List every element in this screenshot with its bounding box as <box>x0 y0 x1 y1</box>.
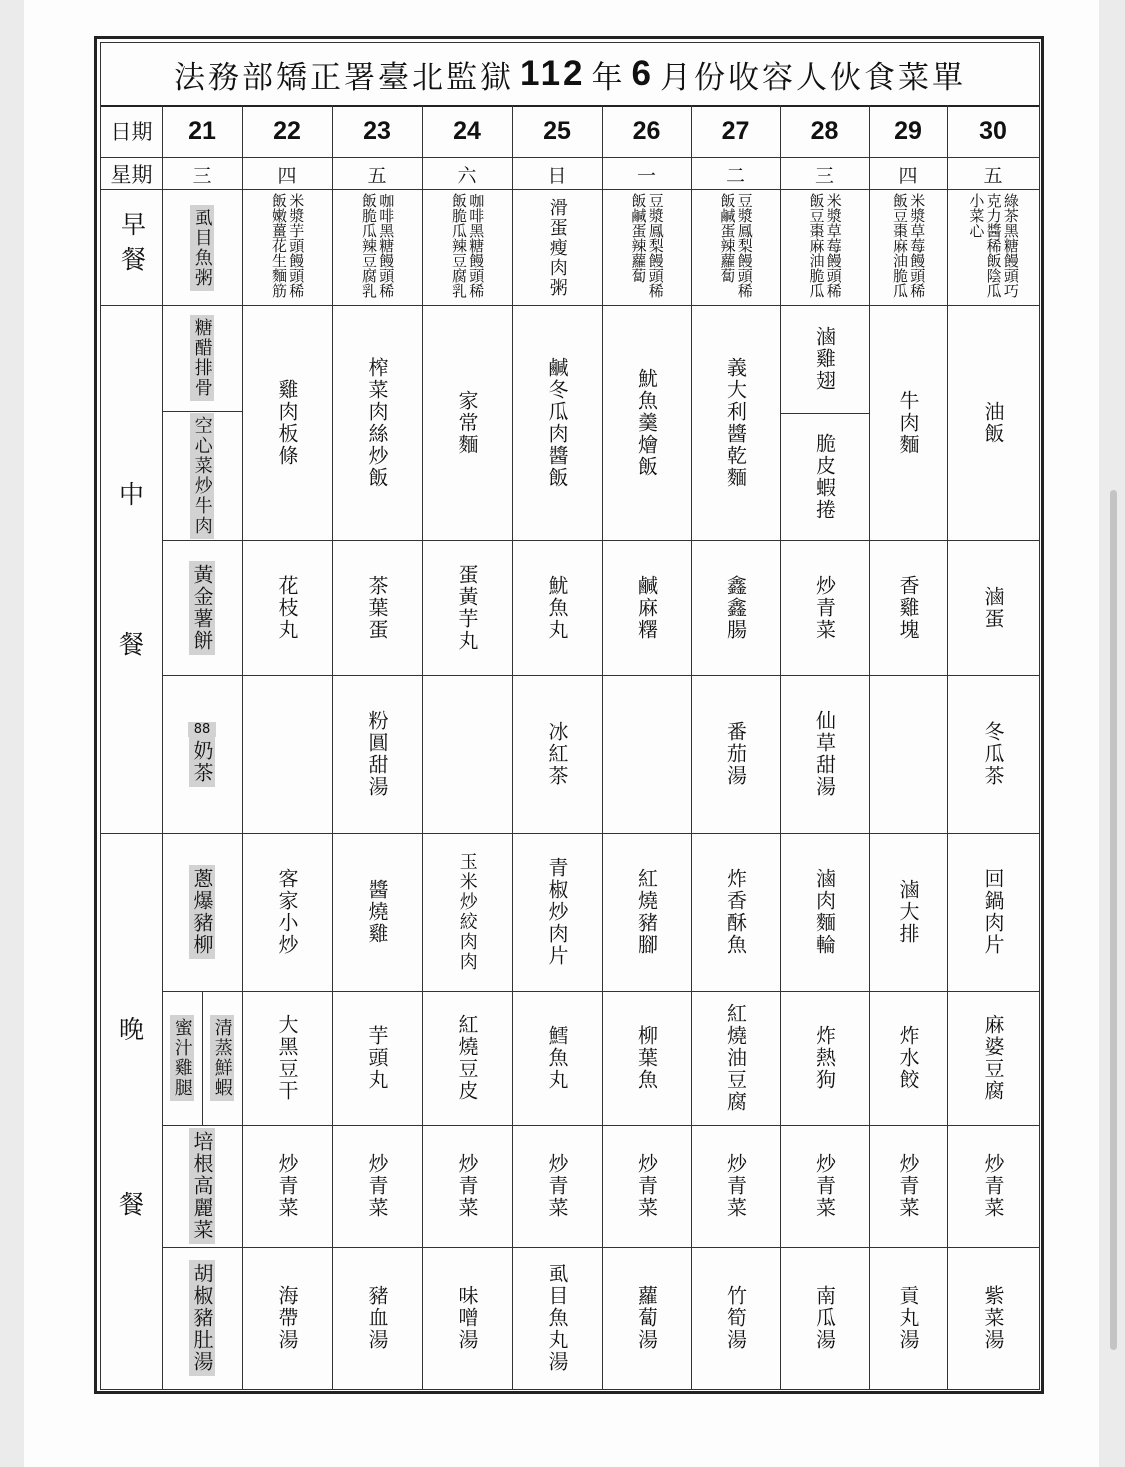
dinner-soup-22-text: 海帶湯 <box>275 1285 299 1351</box>
weekday-28: 三 <box>814 164 834 187</box>
lunch-soup-21 <box>162 675 242 833</box>
dinner-label-bottom: 餐 <box>118 1190 144 1219</box>
lunch-main-26 <box>602 305 691 540</box>
dinner-main-22-text: 客家小炒 <box>275 868 299 956</box>
menu-grid <box>100 42 1040 1390</box>
dinner-veg-22-text: 炒青菜 <box>275 1153 299 1219</box>
date-30: 30 <box>979 116 1007 145</box>
lunch-main-28b <box>780 413 869 540</box>
dinner-side-21a-text: 蜜汁雞腿 <box>170 1015 194 1101</box>
weekday-29: 四 <box>898 164 918 187</box>
title-suffix: 月份收容人伙食菜單 <box>659 59 966 96</box>
dinner-veg-22 <box>242 1125 332 1247</box>
dinner-side-24-text: 紅燒豆皮 <box>455 1014 479 1102</box>
lunch-main-26-text: 魷魚羹燴飯 <box>634 367 659 478</box>
breakfast-28-text: 米漿草莓饅頭稀飯豆棗麻油脆瓜 <box>807 193 843 298</box>
lunch-soup-27 <box>691 675 780 833</box>
weekday-23: 五 <box>367 164 387 187</box>
weekday-24: 六 <box>457 164 477 187</box>
dinner-soup-21 <box>162 1247 242 1389</box>
lunch-side-25 <box>512 540 602 675</box>
date-label: 日期 <box>110 120 153 144</box>
dinner-side-29 <box>869 991 947 1125</box>
title-year: 112 <box>520 54 586 93</box>
lunch-main-30-text: 油飯 <box>981 400 1005 445</box>
dinner-main-30-text: 回鍋肉片 <box>981 868 1005 956</box>
dinner-side-28 <box>780 991 869 1125</box>
breakfast-23 <box>332 191 422 307</box>
lunch-main-29-text: 牛肉麵 <box>896 389 920 456</box>
lunch-side-27-text: 鑫鑫腸 <box>723 574 748 641</box>
lunch-side-22-text: 花枝丸 <box>275 574 299 641</box>
dinner-soup-22 <box>242 1247 332 1389</box>
dinner-veg-25 <box>512 1125 602 1247</box>
weekday-25: 日 <box>547 164 567 187</box>
menu-table <box>94 36 1044 1394</box>
dinner-main-29-text: 滷大排 <box>896 879 920 945</box>
lunch-soup-25 <box>512 675 602 833</box>
breakfast-30-text: 綠茶黑糖饅頭巧克力醬稀飯陰瓜小菜心 <box>967 193 1020 298</box>
date-29: 29 <box>894 116 922 145</box>
dinner-veg-23 <box>332 1125 422 1247</box>
dinner-main-21-text: 蔥爆豬柳 <box>189 865 215 959</box>
dinner-veg-21-text: 培根高麗菜 <box>189 1128 215 1244</box>
breakfast-26-text: 豆漿鳳梨饅頭稀飯鹹蛋辣蘿蔔 <box>629 193 665 298</box>
dinner-side-25 <box>512 991 602 1125</box>
date-23: 23 <box>363 116 391 145</box>
dinner-soup-23-text: 豬血湯 <box>365 1285 389 1351</box>
lunch-soup-mark: 88 <box>188 722 217 737</box>
lunch-side-28 <box>780 540 869 675</box>
lunch-soup-27-text: 番茄湯 <box>723 721 748 787</box>
dinner-main-27-text: 炸香酥魚 <box>723 868 748 956</box>
dinner-veg-29 <box>869 1125 947 1247</box>
weekday-30: 五 <box>983 164 1003 187</box>
dinner-veg-25-text: 炒青菜 <box>545 1153 569 1219</box>
dinner-soup-28-text: 南瓜湯 <box>812 1285 837 1351</box>
date-24: 24 <box>453 116 481 145</box>
lunch-main-21b <box>162 411 242 540</box>
dinner-soup-30-text: 紫菜湯 <box>981 1285 1005 1351</box>
breakfast-29 <box>869 191 947 307</box>
date-26: 26 <box>632 116 661 145</box>
dinner-soup-24 <box>422 1247 512 1389</box>
lunch-side-22 <box>242 540 332 675</box>
date-21: 21 <box>188 116 216 145</box>
lunch-soup-21-text: 奶茶 <box>189 737 215 787</box>
lunch-main-29 <box>869 305 947 540</box>
lunch-main-25 <box>512 305 602 540</box>
weekday-26: 一 <box>636 164 656 187</box>
lunch-side-23 <box>332 540 422 675</box>
dinner-soup-30 <box>947 1247 1039 1389</box>
dinner-main-23-text: 醬燒雞 <box>365 879 389 945</box>
breakfast-28 <box>780 191 869 307</box>
dinner-side-22-text: 大黑豆干 <box>275 1014 299 1102</box>
lunch-side-29 <box>869 540 947 675</box>
breakfast-25-text: 滑蛋瘦肉粥 <box>546 198 568 298</box>
dinner-side-21b-text: 清蒸鮮蝦 <box>210 1015 234 1101</box>
date-27: 27 <box>721 116 750 145</box>
lunch-main-28a-text: 滷雞翅 <box>812 326 837 392</box>
breakfast-26 <box>602 191 691 307</box>
dinner-side-28-text: 炸熱狗 <box>812 1025 837 1091</box>
dinner-veg-26-text: 炒青菜 <box>634 1153 659 1219</box>
lunch-main-27-text: 義大利醬乾麵 <box>723 356 748 489</box>
dinner-main-29 <box>869 833 947 991</box>
breakfast-29-text: 米漿草莓饅頭稀飯豆棗麻油脆瓜 <box>891 193 927 298</box>
lunch-side-23-text: 茶葉蛋 <box>365 574 389 641</box>
dinner-side-25-text: 鱈魚丸 <box>545 1025 569 1091</box>
lunch-main-22-text: 雞肉板條 <box>275 378 299 467</box>
dinner-main-25-text: 青椒炒肉片 <box>545 857 569 967</box>
dinner-side-26-text: 柳葉魚 <box>634 1025 659 1091</box>
dinner-label-top: 晚 <box>118 1015 144 1044</box>
dinner-main-23 <box>332 833 422 991</box>
dinner-soup-27-text: 竹筍湯 <box>723 1285 748 1351</box>
lunch-main-27 <box>691 305 780 540</box>
breakfast-27-text: 豆漿鳳梨饅頭稀飯鹹蛋辣蘿蔔 <box>718 193 754 298</box>
lunch-soup-23 <box>332 675 422 833</box>
breakfast-27 <box>691 191 780 307</box>
lunch-main-24 <box>422 305 512 540</box>
breakfast-24 <box>422 191 512 307</box>
divider-dinner-side-21 <box>202 991 203 1125</box>
dinner-side-26 <box>602 991 691 1125</box>
weekday-27: 二 <box>725 164 745 187</box>
dinner-main-30 <box>947 833 1039 991</box>
scrollbar-thumb[interactable] <box>1110 490 1117 1350</box>
dinner-side-27 <box>691 991 780 1125</box>
lunch-side-28-text: 炒青菜 <box>812 574 837 641</box>
dinner-veg-26 <box>602 1125 691 1247</box>
dinner-main-26-text: 紅燒豬腳 <box>634 868 659 956</box>
lunch-side-30 <box>947 540 1039 675</box>
lunch-soup-30 <box>947 675 1039 833</box>
lunch-side-24 <box>422 540 512 675</box>
date-22: 22 <box>273 116 301 145</box>
lunch-side-21 <box>162 540 242 675</box>
dinner-veg-30 <box>947 1125 1039 1247</box>
lunch-main-23 <box>332 305 422 540</box>
dinner-side-23 <box>332 991 422 1125</box>
menu-title <box>101 43 1039 107</box>
dinner-main-22 <box>242 833 332 991</box>
dinner-veg-23-text: 炒青菜 <box>365 1153 389 1219</box>
lunch-main-21a-text: 糖醋排骨 <box>190 315 214 401</box>
lunch-side-30-text: 滷蛋 <box>981 585 1005 630</box>
dinner-veg-28-text: 炒青菜 <box>812 1153 837 1219</box>
dinner-soup-26 <box>602 1247 691 1389</box>
title-month: 6 <box>631 54 654 93</box>
dinner-main-28-text: 滷肉麵輪 <box>812 868 837 956</box>
dinner-soup-25-text: 虱目魚丸湯 <box>545 1263 569 1373</box>
breakfast-24-text: 咖啡黑糖饅頭稀飯脆瓜辣豆腐乳 <box>450 193 486 298</box>
dinner-soup-28 <box>780 1247 869 1389</box>
lunch-soup-30-text: 冬瓜茶 <box>981 721 1005 787</box>
dinner-soup-27 <box>691 1247 780 1389</box>
weekday-label: 星期 <box>110 163 153 187</box>
dinner-soup-29-text: 貢丸湯 <box>896 1285 920 1351</box>
breakfast-21-text: 虱目魚粥 <box>190 205 214 291</box>
lunch-side-26 <box>602 540 691 675</box>
lunch-main-21b-text: 空心菜炒牛肉 <box>190 413 214 539</box>
title-prefix: 法務部矯正署臺北監獄 <box>174 59 515 96</box>
dinner-soup-25 <box>512 1247 602 1389</box>
breakfast-23-text: 咖啡黑糖饅頭稀飯脆瓜辣豆腐乳 <box>360 193 396 298</box>
dinner-soup-26-text: 蘿蔔湯 <box>634 1285 659 1351</box>
dinner-main-21 <box>162 833 242 991</box>
dinner-side-27-text: 紅燒油豆腐 <box>723 1003 748 1113</box>
dinner-main-24-text: 玉米炒絞肉肉 <box>456 852 478 972</box>
lunch-main-28b-text: 脆皮蝦捲 <box>812 432 837 521</box>
dinner-side-24 <box>422 991 512 1125</box>
dinner-side-29-text: 炸水餃 <box>896 1025 920 1091</box>
lunch-label-top: 中 <box>118 480 144 509</box>
dinner-main-26 <box>602 833 691 991</box>
date-25: 25 <box>543 116 571 145</box>
dinner-soup-23 <box>332 1247 422 1389</box>
weekday-22: 四 <box>277 164 297 187</box>
lunch-side-27 <box>691 540 780 675</box>
dinner-veg-24-text: 炒青菜 <box>455 1153 479 1219</box>
weekday-21: 三 <box>192 164 212 187</box>
lunch-main-25-text: 鹹冬瓜肉醬飯 <box>545 356 569 489</box>
lunch-soup-25-text: 冰紅茶 <box>545 721 569 787</box>
dinner-side-21b <box>202 991 242 1125</box>
dinner-main-27 <box>691 833 780 991</box>
dinner-veg-28 <box>780 1125 869 1247</box>
breakfast-label: 早餐 <box>117 211 147 281</box>
dinner-soup-29 <box>869 1247 947 1389</box>
lunch-side-29-text: 香雞塊 <box>896 574 920 641</box>
dinner-main-25 <box>512 833 602 991</box>
lunch-side-25-text: 魷魚丸 <box>545 574 569 641</box>
lunch-label-bottom: 餐 <box>118 630 144 659</box>
lunch-main-21a <box>162 305 242 411</box>
dinner-veg-30-text: 炒青菜 <box>981 1153 1005 1219</box>
dinner-veg-29-text: 炒青菜 <box>896 1153 920 1219</box>
lunch-soup-28 <box>780 675 869 833</box>
dinner-side-23-text: 芋頭丸 <box>365 1025 389 1091</box>
breakfast-22 <box>242 191 332 307</box>
dinner-side-22 <box>242 991 332 1125</box>
breakfast-30 <box>947 191 1039 307</box>
title-year-suffix: 年 <box>591 59 626 96</box>
dinner-soup-24-text: 味噌湯 <box>455 1285 479 1351</box>
lunch-main-23-text: 榨菜肉絲炒飯 <box>365 356 389 489</box>
lunch-main-22 <box>242 305 332 540</box>
lunch-side-24-text: 蛋黃芋丸 <box>455 563 479 652</box>
lunch-main-24-text: 家常麵 <box>455 389 479 456</box>
dinner-main-24 <box>422 833 512 991</box>
dinner-main-28 <box>780 833 869 991</box>
dinner-veg-21 <box>162 1125 242 1247</box>
breakfast-22-text: 米漿芋頭饅頭稀飯嫩薑花生麵筋 <box>270 193 306 298</box>
lunch-main-28a <box>780 305 869 413</box>
date-28: 28 <box>810 116 839 145</box>
dinner-side-30 <box>947 991 1039 1125</box>
lunch-soup-28-text: 仙草甜湯 <box>812 710 837 798</box>
breakfast-21 <box>162 191 242 305</box>
dinner-veg-24 <box>422 1125 512 1247</box>
lunch-side-26-text: 鹹麻糬 <box>634 574 659 641</box>
lunch-main-30 <box>947 305 1039 540</box>
dinner-veg-27 <box>691 1125 780 1247</box>
dinner-veg-27-text: 炒青菜 <box>723 1153 748 1219</box>
breakfast-25 <box>512 191 602 305</box>
lunch-soup-23-text: 粉圓甜湯 <box>365 710 389 798</box>
dinner-side-30-text: 麻婆豆腐 <box>981 1014 1005 1102</box>
dinner-soup-21-text: 胡椒豬肚湯 <box>189 1260 215 1376</box>
lunch-side-21-text: 黃金薯餅 <box>189 561 215 655</box>
dinner-side-21a <box>162 991 202 1125</box>
